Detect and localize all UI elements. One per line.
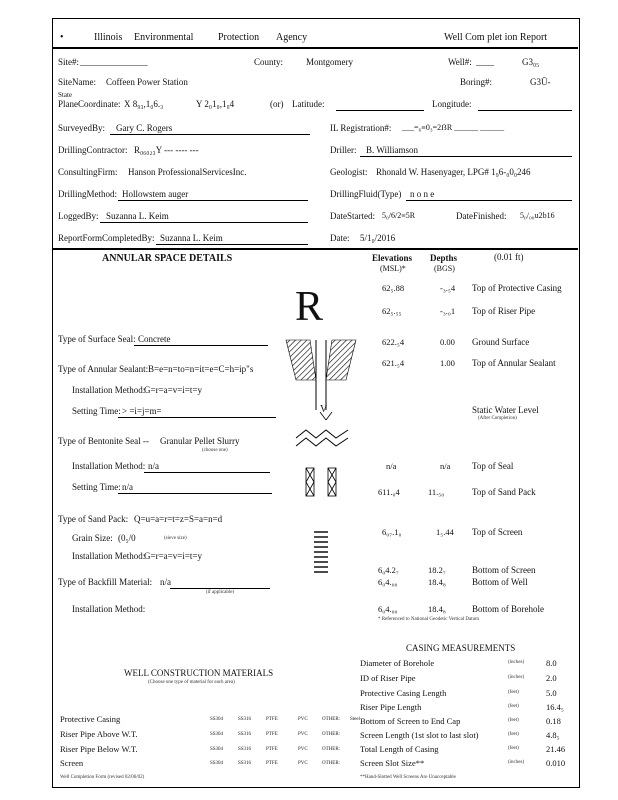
annular-title: ANNULAR SPACE DETAILS (102, 253, 233, 264)
label-bottom-well: Bottom of Well (472, 577, 528, 587)
date-value: 5/1₀/2016 (360, 233, 396, 243)
casing-row-value: 16.4₅ (546, 702, 564, 712)
install-method-3-value: G=r=a=v=i=t=y (144, 551, 202, 561)
annular-sealant-label: Type of Annular Sealant: (58, 364, 149, 374)
surface-seal-label: Type of Surface Seal: (58, 334, 136, 344)
date-label: Date: (330, 233, 350, 243)
label-sand-pack: Top of Sand Pack (472, 487, 536, 497)
label-annular-sealant: Top of Annular Sealant (472, 358, 556, 368)
casing-row-unit: (feet) (508, 732, 519, 737)
casing-row-unit: (feet) (508, 746, 519, 751)
label-bottom-borehole: Bottom of Borehole (472, 604, 544, 614)
install-method-4-label: Installation Method: (72, 604, 146, 614)
well-value: ____ (476, 57, 494, 67)
plane-x: X 8₉₃,1₀6.₃ (124, 99, 164, 109)
consulting-label: ConsultingFirm: (58, 167, 118, 177)
static-water: Static Water Level (472, 405, 539, 415)
material-option[interactable]: PTFE (266, 717, 278, 722)
state-label: State (58, 91, 72, 99)
depth-bottom-borehole: 18.4₈ (428, 604, 446, 614)
surface-seal-value: Concrete (138, 334, 171, 344)
driller-label: Driller: (330, 145, 357, 155)
sand-pack-value: Q=u=a=r=t=z=S=a=n=d (134, 514, 223, 524)
material-row-label: Protective Casing (60, 714, 121, 724)
il-reg-value: ___=₆≡0₃=2ẞR ______ ______ (402, 123, 505, 132)
materials-subtitle: (Choose one type of material for each area) (148, 680, 235, 685)
report-completed-value: Suzanna L. Keim (160, 233, 223, 243)
material-option[interactable]: OTHER: (322, 717, 341, 722)
casing-row-unit: (feet) (508, 704, 519, 709)
backfill-value: n/a (160, 577, 171, 587)
label-top-seal: Top of Seal (472, 461, 514, 471)
setting-time-value: > =i=j=m= (122, 406, 162, 416)
report-title: Well Com plet ion Report (444, 32, 548, 43)
casing-row-unit: (feet) (508, 690, 519, 695)
bentonite-seal-options: Granular Pellet Slurry (160, 436, 240, 446)
site-label: Site#: (58, 57, 80, 67)
header-state: Illinois (94, 32, 123, 43)
date-started-value: 5₀/6/2≡5R (382, 211, 416, 220)
date-finished-value: 5₀/₀₀u2b16 (520, 211, 555, 220)
backfill-label: Type of Backfill Material: (58, 577, 153, 587)
elev-ground-surface: 622.₅4 (382, 337, 405, 347)
material-option[interactable]: SS316 (238, 747, 252, 752)
depth-sand-pack: 11.₅₀ (428, 487, 445, 497)
depth-annular-sealant: 1.00 (440, 358, 455, 368)
elev-protective-casing: 62₅.88 (382, 283, 405, 293)
depth-bottom-well: 18.4₈ (428, 577, 446, 587)
sand-pack-label: Type of Sand Pack: (58, 514, 129, 524)
drilling-fluid-value: n o n e (410, 189, 435, 199)
material-option[interactable]: PVC (298, 747, 308, 752)
elev-riser-pipe: 62₅.₅₅ (382, 306, 402, 316)
install-method-2-label: Installation Method: (72, 461, 146, 471)
casing-row-value: 0.010 (546, 758, 566, 768)
boring-value: G3Ū- (530, 77, 551, 87)
material-row-label: Riser Pipe Above W.T. (60, 729, 138, 739)
casing-row-value: 8.0 (546, 658, 557, 668)
grain-size-note: (sieve size) (164, 536, 187, 541)
diagram-marker-v: V (320, 404, 328, 415)
annular-sealant-value: B=e=n=to=n=it=e=C=h=ip"s (148, 364, 254, 374)
date-finished-label: DateFinished: (456, 211, 507, 221)
driller-value: B. Williamson (366, 145, 418, 155)
install-method-2-value: n/a (148, 461, 159, 471)
label-ground-surface: Ground Surface (472, 337, 530, 347)
or-label: (or) (270, 99, 284, 109)
material-option[interactable]: SS304 (210, 717, 224, 722)
material-option[interactable]: SS316 (238, 717, 252, 722)
datum-footnote: * Referenced to National Geodetic Vertical Datum (378, 617, 479, 622)
casing-row-label: Diameter of Borehole (360, 658, 435, 668)
header-word-3: Agency (276, 32, 308, 43)
site-value: _______________ (80, 57, 148, 67)
casing-row-unit: (feet) (508, 718, 519, 723)
diagram-marker-r: R (295, 284, 324, 330)
material-option[interactable]: OTHER: (322, 761, 341, 766)
well-id: G3₀₅ (522, 57, 540, 67)
material-row-label: Screen (60, 758, 84, 768)
casing-row-label: Bottom of Screen to End Cap (360, 716, 461, 726)
elev-bottom-screen: 6₀4.2₇ (378, 565, 399, 575)
casing-row-label: Total Length of Casing (360, 744, 439, 754)
casing-row-value: 0.18 (546, 716, 561, 726)
casing-row-label: Screen Length (1st slot to last slot) (360, 730, 479, 740)
depth-unit: (BGS) (434, 264, 455, 273)
form-note: Well Completion Form (revised 02/06/02) (60, 775, 145, 780)
depth-riser-pipe: -₃.₀1 (440, 306, 456, 316)
material-option[interactable]: SS316 (238, 761, 252, 766)
logged-value: Suzanna L. Keim (106, 211, 169, 221)
header-bullet: • (60, 32, 64, 43)
material-option[interactable]: PTFE (266, 761, 278, 766)
well-label: Well#: (448, 57, 472, 67)
depth-top-seal: n/a (440, 461, 451, 471)
section-rule (52, 248, 578, 250)
header-word-2: Protection (218, 32, 260, 43)
setting-time-2-label: Setting Time: (72, 482, 121, 492)
material-option[interactable]: PVC (298, 717, 308, 722)
casing-row-value: 4.8₅ (546, 730, 560, 740)
site-name-value: Coffeen Power Station (106, 77, 188, 87)
material-option[interactable]: SS304 (210, 761, 224, 766)
county-value: Montgomery (306, 57, 353, 67)
report-completed-label: ReportFormCompletedBy: (58, 233, 155, 243)
geologist-label: Geologist: (330, 167, 368, 177)
elev-sand-pack: 611.₀4 (378, 487, 400, 497)
casing-title: CASING MEASUREMENTS (406, 643, 516, 653)
casing-row-label: Riser Pipe Length (360, 702, 422, 712)
grain-size-value: (0₅/0 (118, 533, 136, 543)
install-method-1-value: G=r=a=v=i=t=y (144, 385, 202, 395)
material-option[interactable]: SS304 (210, 747, 224, 752)
material-option[interactable]: PVC (298, 732, 308, 737)
install-method-1-label: Installation Method: (72, 385, 146, 395)
casing-row-unit: (inches) (508, 675, 525, 680)
material-row-label: Riser Pipe Below W.T. (60, 744, 138, 754)
elev-bottom-well: 6₀4.₀₀ (378, 577, 398, 587)
casing-row-unit: (inches) (508, 760, 525, 765)
material-option[interactable]: SS316 (238, 732, 252, 737)
longitude-label: Longitude: (432, 99, 472, 109)
material-option[interactable]: OTHER: (322, 747, 341, 752)
surveyed-label: SurveyedBy: (58, 123, 105, 133)
casing-row-label: Protective Casing Length (360, 688, 447, 698)
site-name-label: SiteName: (58, 77, 96, 87)
surveyed-value: Gary C. Rogers (116, 123, 173, 133)
drilling-method-value: Hollowstem auger (122, 189, 189, 199)
grain-size-label: Grain Size: (72, 533, 113, 543)
elev-unit: (MSL)* (380, 264, 406, 273)
casing-footnote: **Hand-Slotted Well Screens Are Unacceptable (360, 775, 456, 780)
depth-protective-casing: -₃.₅4 (440, 283, 456, 293)
boring-label: Boring#: (460, 77, 493, 87)
materials-title: WELL CONSTRUCTION MATERIALS (124, 668, 274, 678)
depth-top-screen: 1₅.44 (436, 527, 454, 537)
install-method-3-label: Installation Method: (72, 551, 146, 561)
depth-ground-surface: 0.00 (440, 337, 455, 347)
casing-row-value: 5.0 (546, 688, 557, 698)
label-protective-casing: Top of Protective Casing (472, 283, 562, 293)
elev-top-screen: 6₀₇.1₀ (382, 527, 402, 537)
casing-row-value: 2.0 (546, 673, 557, 683)
static-water-note: (After Completion) (478, 416, 517, 421)
plane-label: PlaneCoordinate: (58, 99, 121, 109)
label-bottom-screen: Bottom of Screen (472, 565, 536, 575)
setting-time-label: Setting Time: (72, 406, 121, 416)
setting-time-2-value: n/a (122, 482, 133, 492)
label-riser-pipe: Top of Riser Pipe (472, 306, 536, 316)
bentonite-seal-label: Type of Bentonite Seal -- (58, 436, 149, 446)
drilling-fluid-label: DrillingFluid(Type) (330, 189, 402, 199)
elev-annular-sealant: 621.₅4 (382, 358, 405, 368)
header-rule (52, 47, 578, 49)
county-label: County: (254, 57, 284, 67)
drilling-method-label: DrillingMethod: (58, 189, 117, 199)
material-option[interactable]: PTFE (266, 732, 278, 737)
elev-top-seal: n/a (386, 461, 397, 471)
ft-unit: (0.01 ft) (494, 252, 524, 262)
material-option[interactable]: Steel (350, 717, 360, 722)
depth-head: Depths (430, 253, 458, 263)
material-option[interactable]: PTFE (266, 747, 278, 752)
drilling-contractor-label: DrillingContractor: (58, 145, 128, 155)
casing-row-label: Screen Slot Size** (360, 758, 425, 768)
il-reg-label: IL Registration#: (330, 123, 392, 133)
header-word-1: Environmental (134, 32, 194, 43)
elev-head: Elevations (372, 253, 413, 263)
consulting-value: Hanson ProfessionalServicesInc. (128, 167, 247, 177)
elev-bottom-borehole: 6₀4.₀₀ (378, 604, 398, 614)
bentonite-seal-note: (choose one) (202, 448, 228, 453)
plane-y: Y 2₀1₀,1₀4 (196, 99, 235, 109)
casing-row-label: ID of Riser Pipe (360, 673, 416, 683)
casing-row-unit: (inches) (508, 660, 525, 665)
material-option[interactable]: PVC (298, 761, 308, 766)
label-top-screen: Top of Screen (472, 527, 523, 537)
latitude-label: Latitude: (292, 99, 325, 109)
logged-label: LoggedBy: (58, 211, 99, 221)
depth-bottom-screen: 18.2₇ (428, 565, 446, 575)
geologist-value: Rhonald W. Hasenyager, LPG# 1₉6-₀0₀246 (376, 167, 531, 177)
material-option[interactable]: SS304 (210, 732, 224, 737)
drilling-contractor-value: R₀₆₀₂₃Y --- ---- --- (134, 145, 199, 155)
material-option[interactable]: OTHER: (322, 732, 341, 737)
backfill-note: (if applicable) (206, 590, 235, 595)
casing-row-value: 21.46 (546, 744, 566, 754)
date-started-label: DateStarted: (330, 211, 375, 221)
